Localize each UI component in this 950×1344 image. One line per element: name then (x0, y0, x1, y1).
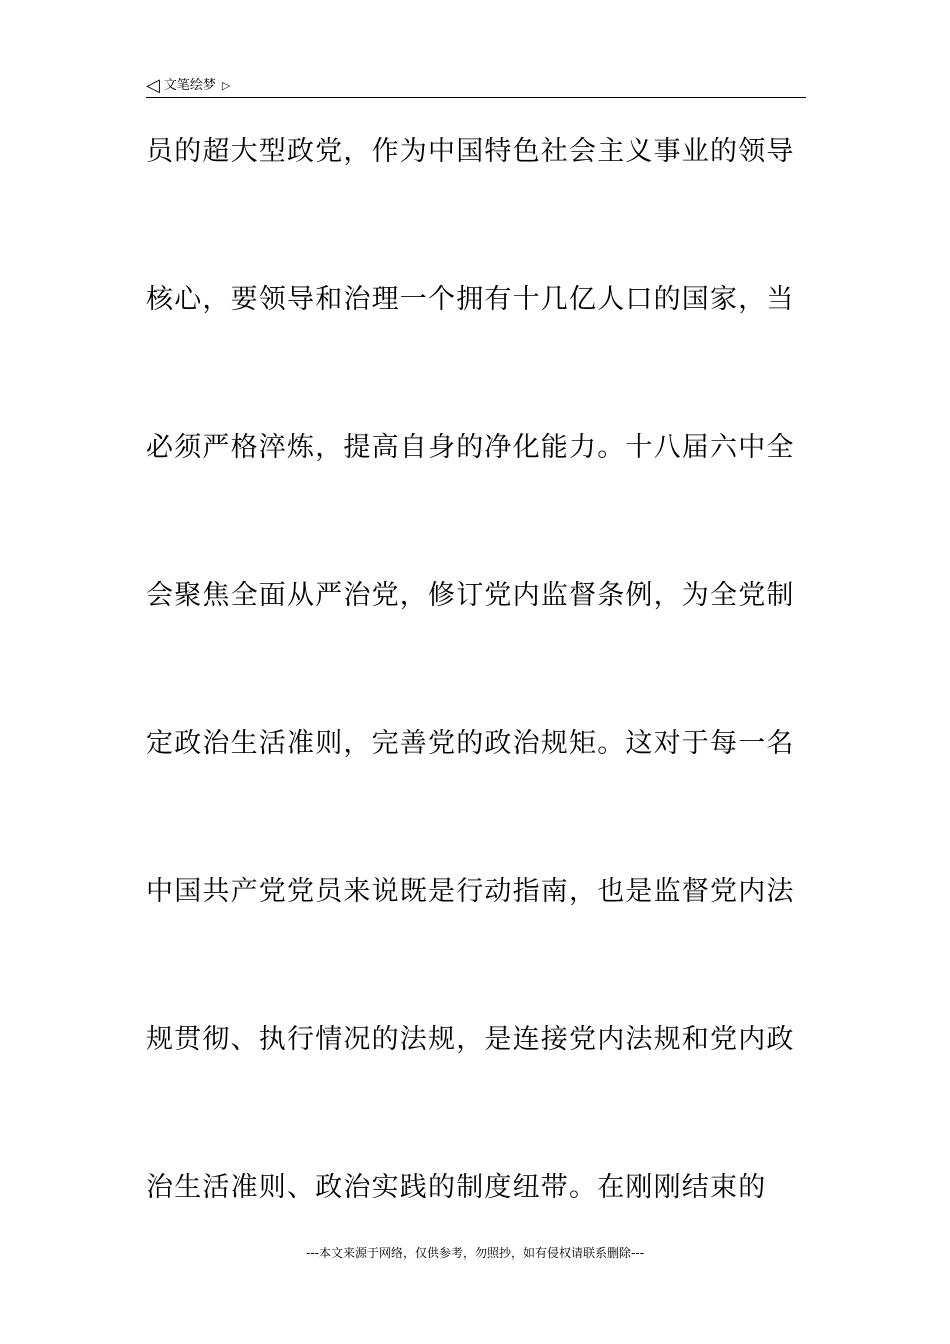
text-line: 治生活准则、政治实践的制度纽带。在刚刚结束的 (146, 1172, 767, 1203)
text-line: 会聚焦全面从严治党，修订党内监督条例，为全党制 (146, 580, 795, 611)
text-line: 规贯彻、执行情况的法规，是连接党内法规和党内政 (146, 1024, 795, 1055)
body-text (146, 130, 808, 1314)
text-line: 员的超大型政党，作为中国特色社会主义事业的领导 (146, 136, 795, 167)
text-line: 定政治生活准则，完善党的政治规矩。这对于每一名 (146, 728, 795, 759)
header-divider (146, 97, 806, 98)
triangle-left-icon: ◁ (146, 75, 160, 96)
header-title: 文笔绘梦 (163, 78, 216, 93)
text-line: 核心，要领导和治理一个拥有十几亿人口的国家，当 (146, 284, 795, 315)
text-line: 必须严格淬炼，提高自身的净化能力。十八届六中全 (146, 432, 795, 463)
text-line: 中国共产党党员来说既是行动指南，也是监督党内法 (146, 876, 795, 907)
page-header (146, 74, 806, 98)
page-footer: ---本文来源于网络，仅供参考，勿照抄，如有侵权请联系删除--- (306, 1246, 644, 1260)
triangle-right-icon: ▷ (221, 79, 231, 92)
